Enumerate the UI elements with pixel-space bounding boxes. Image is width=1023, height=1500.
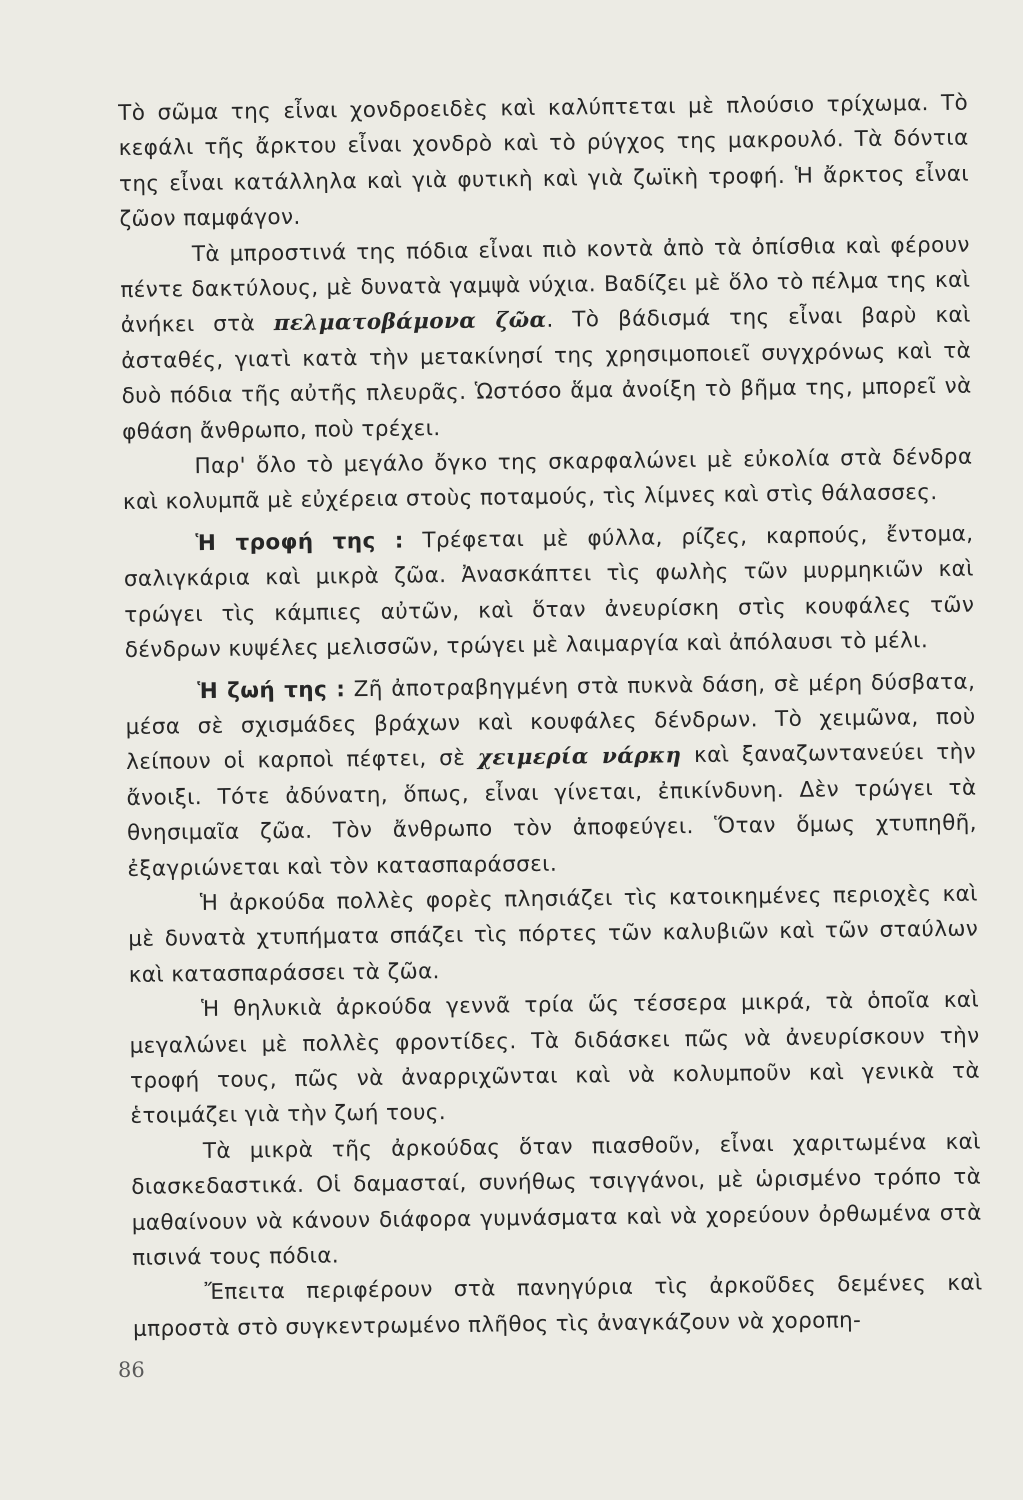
paragraph-8: Τὰ μικρὰ τῆς ἀρκούδας ὅταν πιασθοῦν, εἶναι χαριτωμένα καὶ διασκεδαστικά. Οἱ δαμασταί, συνήθως τσιγγάνοι, μὲ ὡρισμένο τρόπο τὰ μαθαίνουν νὰ κάνουν διάφορα γυμνάσματα καὶ νὰ χορεύουν ὀρθωμένα στὰ πισινά τους πόδια.	[131, 1129, 982, 1271]
paragraph-1: Τὸ σῶμα της εἶναι χονδροειδὲς καὶ καλύπτεται μὲ πλούσιο τρίχωμα. Τὸ κεφάλι τῆς ἄρκτου εἶναι χονδρὸ καὶ τὸ ρύγχος της μακρουλό. Τὰ δόντια της εἶναι κατάλληλα καὶ γιὰ φυτικὴ καὶ γιὰ ζωϊκὴ τροφή. Ἡ ἄρκτος εἶναι ζῶον παμφάγον.	[118, 90, 970, 233]
paragraph-6: Ἡ ἀρκούδα πολλὲς φορὲς πλησιάζει τὶς κατοικημένες περιοχὲς καὶ μὲ δυνατὰ χτυπήματα σπάζει τὶς πόρτες τῶν καλυβιῶν καὶ τῶν σταύλων καὶ κατασπαράσσει τὰ ζῶα.	[128, 881, 979, 988]
page-body	[118, 86, 983, 1348]
paragraph-3: Παρ' ὅλο τὸ μεγάλο ὄγκο της σκαρφαλώνει μὲ εὐκολία στὰ δένδρα καὶ κολυμπᾶ μὲ εὐχέρεια στοὺς ποταμούς, τὶς λίμνες καὶ στὶς θάλασσες.	[122, 444, 973, 516]
section-life: Ἡ ζωή της : Ζῆ ἀποτραβηγμένη στὰ πυκνὰ δάση, σὲ μέρη δύσβατα, μέσα σὲ σχισμάδες βράχων καὶ κουφάλες δένδρων. Τὸ χειμῶνα, ποὺ λείπουν οἱ καρποὶ πέφτει, σὲ χειμερία νάρκη καὶ ξαναζωντανεύει τὴν ἄνοιξι. Τότε ἀδύνατη, ὅπως, εἶναι γίνεται, ἐπικίνδυνη. Δὲν τρώγει τὰ θνησιμαῖα ζῶα. Τὸν ἄνθρωπο τὸν ἀποφεύγει. Ὅταν ὅμως χτυπηθῆ, ἐξαγριώνεται καὶ τὸν κατασπαράσσει.	[125, 669, 978, 882]
page-number: 86	[118, 1358, 145, 1382]
paragraph-7: Ἡ θηλυκιὰ ἀρκούδα γεννᾶ τρία ὥς τέσσερα μικρά, τὰ ὁποῖα καὶ μεγαλώνει μὲ πολλὲς φροντίδες. Τὰ διδάσκει πῶς νὰ ἀνευρίσκουν τὴν τροφή τους, πῶς νὰ ἀναρριχῶνται καὶ νὰ κολυμποῦν καὶ γενικὰ τὰ ἑτοιμάζει γιὰ τὴν ζωή τους.	[129, 987, 981, 1130]
section-heading-life: Ἡ ζωή της :	[197, 676, 346, 704]
term-hibernation: χειμερία νάρκη	[477, 743, 682, 771]
section-food: Ἡ τροφή της : Τρέφεται μὲ φύλλα, ρίζες, καρπούς, ἔντομα, σαλιγκάρια καὶ μικρὰ ζῶα. Ἀνασκάπτει τὶς φωλὴς τῶν μυρμηκιῶν καὶ τρώγει τὶς κάμπιες αὐτῶν, καὶ ὅταν ἀνευρίσκη στὶς κουφάλες τῶν δένδρων κυψέλες μελισσῶν, τρώγει μὲ λαιμαργία καὶ ἀπόλαυσι τὸ μέλι.	[123, 521, 975, 664]
term-plantigrade: πελματοβάμονα ζῶα	[273, 308, 547, 337]
paragraph-9: Ἔπειτα περιφέρουν στὰ πανηγύρια τὶς ἀρκοῦδες δεμένες καὶ μπροστὰ στὸ συγκεντρωμένο πλῆθος τὶς ἀναγκάζουν νὰ χοροπη-	[132, 1270, 983, 1342]
paragraph-2: Τὰ μπροστινά της πόδια εἶναι πιὸ κοντὰ ἀπὸ τὰ ὀπίσθια καὶ φέρουν πέντε δακτύλους, μὲ δυνατὰ γαμψὰ νύχια. Βαδίζει μὲ ὅλο τὸ πέλμα της καὶ ἀνήκει στὰ πελματοβάμονα ζῶα. Τὸ βάδισμά της εἶναι βαρὺ καὶ ἀσταθές, γιατὶ κατὰ τὴν μετακίνησί της χρησιμοποιεῖ συγχρόνως καὶ τὰ δυὸ πόδια τῆς αὐτῆς πλευρᾶς. Ὡστόσο ἅμα ἀνοίξη τὸ βῆμα της, μπορεῖ νὰ φθάση ἄνθρωπο, ποὺ τρέχει.	[120, 232, 972, 445]
section-heading-food: Ἡ τροφή της :	[195, 528, 405, 556]
